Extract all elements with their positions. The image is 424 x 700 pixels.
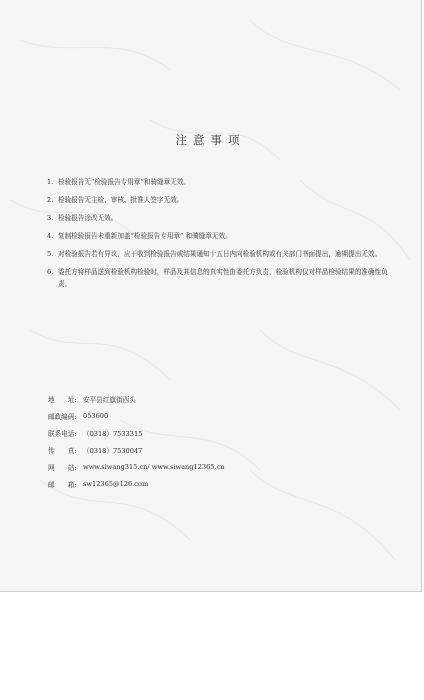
notice-title: 注意事项 — [175, 133, 246, 147]
fax-row — [48, 441, 225, 458]
contact-info — [48, 390, 225, 492]
postcode-label: 邮政编码: — [48, 412, 77, 421]
notice-item — [47, 248, 392, 260]
item-number: 2. — [47, 196, 54, 204]
item-number: 3. — [47, 214, 54, 222]
notice-item — [47, 230, 392, 242]
notice-item — [47, 212, 392, 224]
item-text: 复制检验报告未重新加盖“检验报告专用章” 和骑缝章无效。 — [58, 232, 232, 240]
email-row — [48, 475, 225, 492]
website-row — [48, 458, 225, 475]
notice-item — [47, 194, 392, 206]
email-label: 邮 箱: — [48, 480, 77, 489]
website-value[interactable]: www.siwang315.cn/ www.siwang12365.cn — [83, 462, 225, 471]
email-value[interactable]: sw12365@126.com — [83, 479, 149, 488]
fax-label: 传 真: — [48, 446, 77, 455]
item-text: 检验报告涂改无效。 — [58, 214, 118, 222]
phone-label: 联系电话: — [48, 429, 77, 438]
notice-item — [47, 266, 392, 290]
item-text: 对检验报告若有异议，应于收到检验报告或结果通知十五日内向检验机构或有关部门书面提出，逾期提出无效。 — [58, 250, 382, 258]
notice-list — [47, 176, 392, 296]
fax-value: （0318）7530047 — [83, 446, 143, 455]
notice-item — [47, 176, 392, 188]
address-row — [48, 390, 225, 407]
item-text: 委托方将样品送到检验机构检验时，样品及其信息的真实性由委托方负责，检验机构仅对样品检验结果的准确性负责。 — [58, 268, 388, 288]
phone-value: （0318）7533315 — [83, 429, 143, 438]
item-text: 检验报告无“检验报告专用章”和骑缝章无效。 — [58, 178, 191, 186]
address-value: 安平县红旗街西头 — [83, 395, 136, 404]
item-number: 6. — [47, 268, 54, 276]
postcode-value: 053600 — [83, 411, 109, 420]
item-number: 1. — [47, 178, 54, 186]
website-label: 网 站: — [48, 463, 77, 472]
item-number: 4. — [47, 232, 54, 240]
address-label: 地 址: — [48, 395, 77, 404]
item-number: 5. — [47, 250, 54, 258]
phone-row — [48, 424, 225, 441]
postcode-row — [48, 407, 225, 424]
item-text: 检验报告无主检、审核、批准人签字无效。 — [58, 196, 184, 204]
